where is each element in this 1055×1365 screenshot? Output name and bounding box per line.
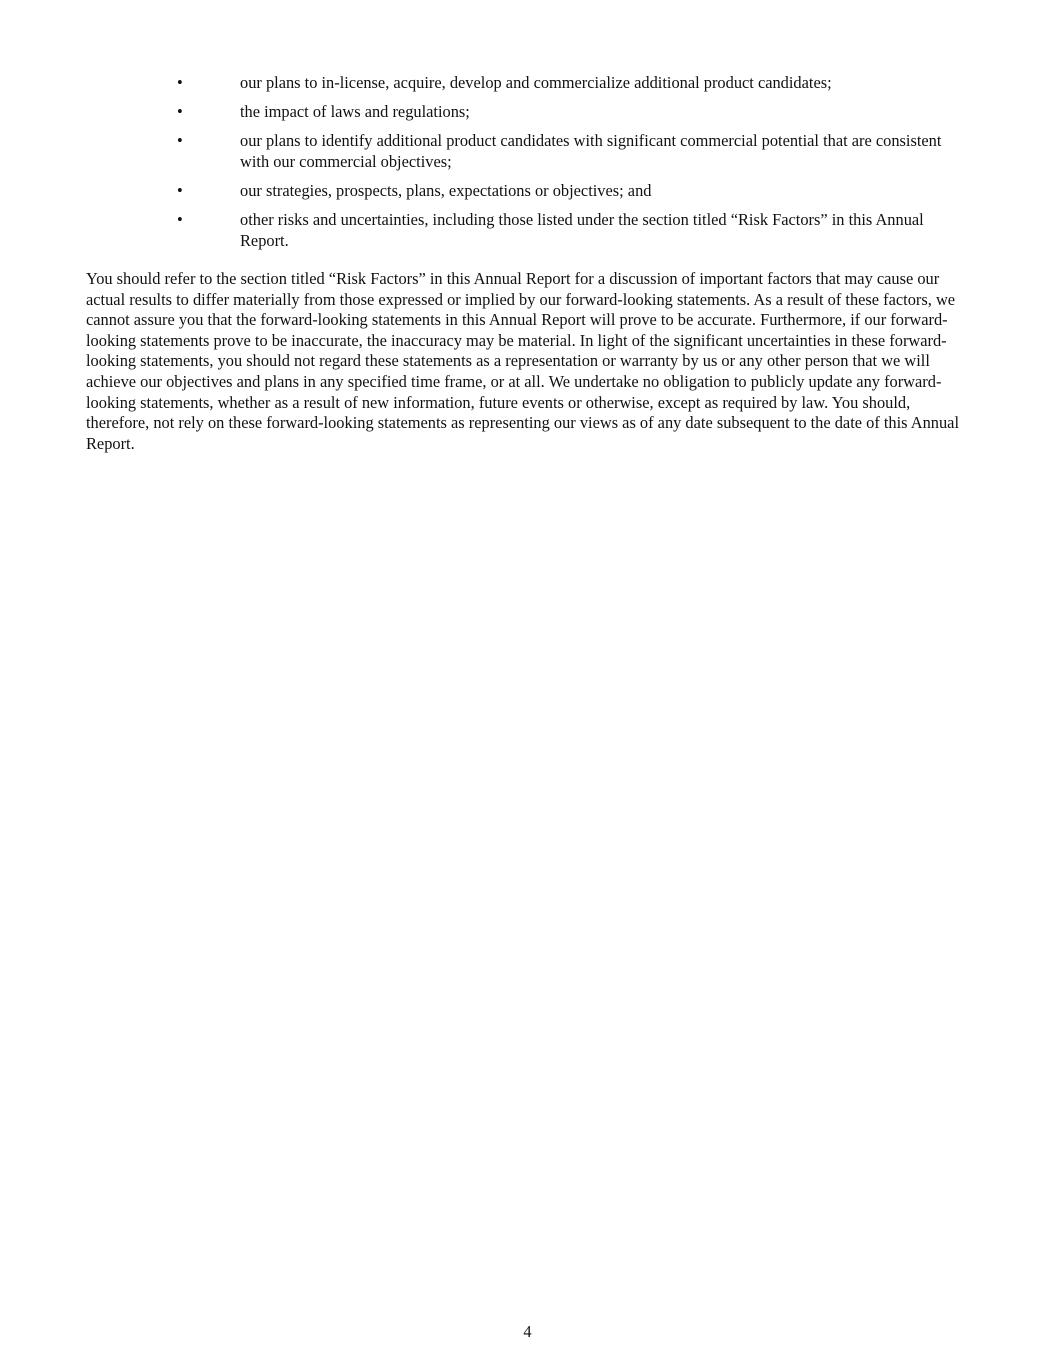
bullet-text: our plans to identify additional product candidates with significant commercial potential that are consistent with our commercial objectives; — [240, 131, 942, 171]
bullet-icon: • — [177, 102, 183, 122]
bullet-icon: • — [177, 73, 183, 92]
bullet-text: other risks and uncertainties, including those listed under the section titled “Risk Factors” in this Annual Report. — [240, 209, 924, 250]
bullet-list — [0, 73, 1055, 260]
bullet-item — [0, 210, 1055, 251]
bullet-icon: • — [177, 180, 183, 200]
bullet-item — [0, 102, 1055, 123]
bullet-icon: • — [177, 209, 183, 229]
body-paragraph: You should refer to the section titled “Risk Factors” in this Annual Report for a discussion of important factors that may cause our actual results to differ materially from those expressed or implied by our forward-looking statements. As a result of these factors, we cannot assure you that the forward-looking statements in this Annual Report will prove to be accurate. Furthermore, if our forward-looking statements prove to be inaccurate, the inaccuracy may be material. In light of the significant uncertainties in these forward-looking statements, you should not regard these statements as a representation or warranty by us or any other person that we will achieve our objectives and plans in any specified time frame, or at all. We undertake no obligation to publicly update any forward-looking statements, whether as a result of new information, future events or otherwise, except as required by law. You should, therefore, not rely on these forward-looking statements as representing our views as of any date subsequent to the date of this Annual Report. — [86, 269, 960, 453]
bullet-text: our strategies, prospects, plans, expectations or objectives; and — [240, 180, 652, 200]
bullet-item — [0, 181, 1055, 202]
bullet-text: our plans to in-license, acquire, develop and commercialize additional product candidates; — [240, 73, 832, 92]
page-number: 4 — [523, 1322, 532, 1341]
bullet-item — [0, 131, 1055, 172]
bullet-icon: • — [177, 131, 183, 151]
bullet-item — [0, 73, 1055, 94]
bullet-text: the impact of laws and regulations; — [240, 102, 470, 122]
